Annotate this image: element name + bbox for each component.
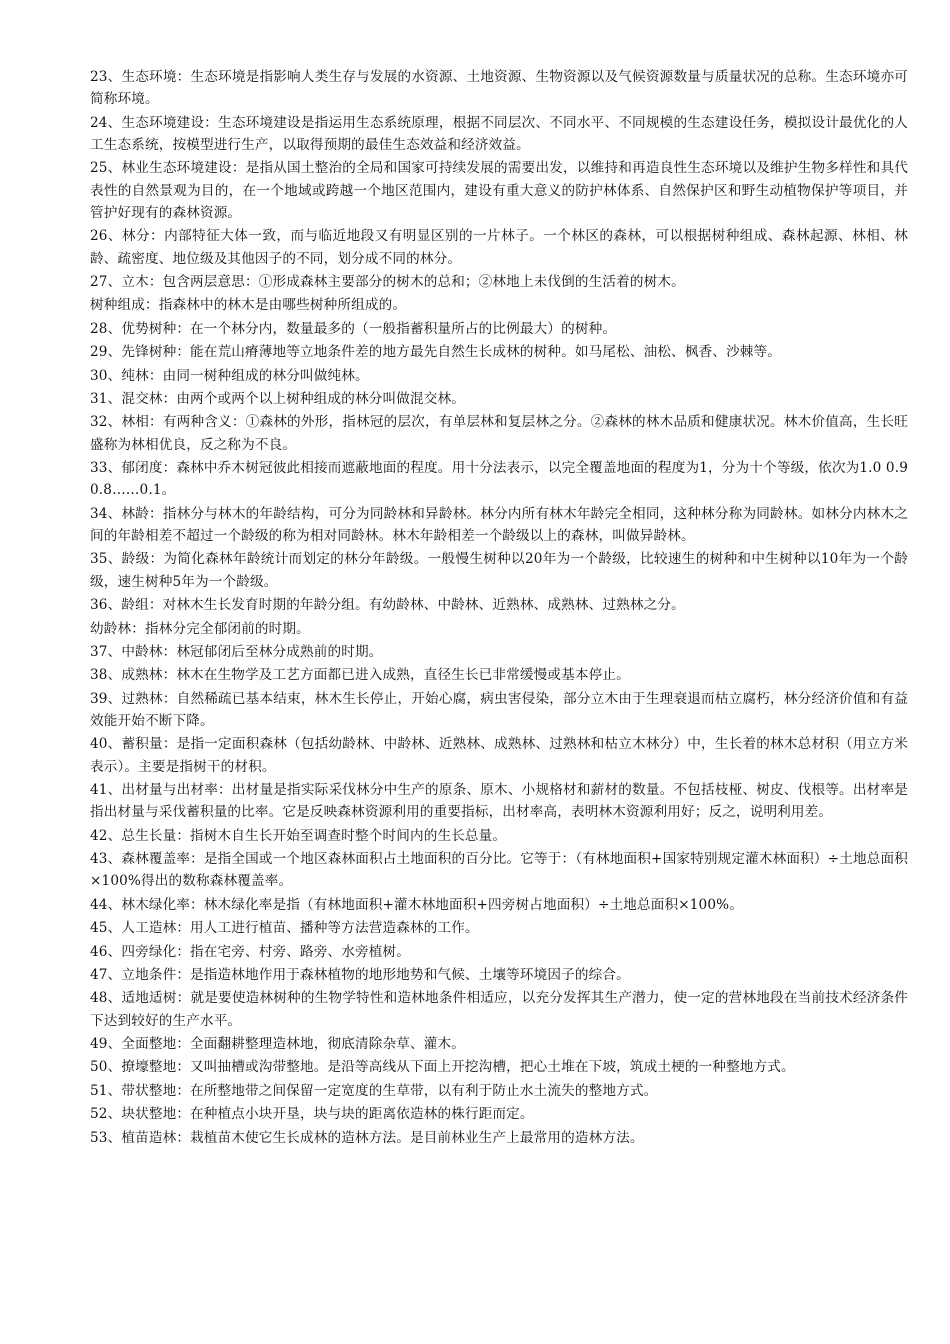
term-entry-38: 38、成熟林：林木在生物学及工艺方面都已进入成熟，直径生长已非常缓慢或基本停止。 [90,667,630,684]
term-entry-42: 42、总生长量：指树木自生长开始至调查时整个时间内的生长总量。 [90,827,507,844]
term-entry-48: 48、适地适树：就是要使造林树种的生物学特性和造林地条件相适应，以充分发挥其生产潜力，使一定的营林地段在当前技术经济条件下达到较好的生产水平。 [90,990,908,1029]
term-entry-49: 49、全面整地：全面翻耕整理造林地，彻底清除杂草、灌木。 [90,1036,465,1053]
term-entry-50: 50、撩壕整地：又叫抽槽或沟带整地。是沿等高线从下面上开挖沟槽，把心土堆在下坡，筑成土梗的一种整地方式。 [90,1059,795,1076]
term-entry-39: 39、过熟林：自然稀疏已基本结束，林木生长停止，开始心腐，病虫害侵染，部分立木由于生理衰退而枯立腐朽，林分经济价值和有益效能开始不断下降。 [90,690,908,729]
term-entry-27: 27、立木：包含两层意思：①形成森林主要部分的树木的总和；②林地上未伐倒的生活着的树木。 [90,274,685,291]
term-entry-35: 35、龄级：为简化森林年龄统计而划定的林分年龄级。一般慢生树种以20年为一个龄级，比较速生的树种和中生树种以10年为一个龄级，速生树种5年为一个龄级。 [90,551,908,590]
term-entry-36: 36、龄组：对林木生长发育时期的年龄分组。有幼龄林、中龄林、近熟林、成熟林、过熟林之分。 [90,597,685,614]
term-entry-52: 52、块状整地：在种植点小块开垦，块与块的距离依造林的株行距而定。 [90,1106,534,1123]
term-entry-31: 31、混交林：由两个或两个以上树种组成的林分叫做混交林。 [90,391,465,407]
term-entry-34: 34、林龄：指林分与林木的年龄结构，可分为同龄林和异龄林。林分内所有林木年龄完全相同，这种林分称为同龄林。如林分内林木之间的年龄相差不超过一个龄级的称为相对同龄林。林木年龄相差一个龄级以上的森林，叫做异龄林。 [90,505,908,545]
term-entry-29: 29、先锋树种：能在荒山瘠薄地等立地条件差的地方最先自然生长成林的树种。如马尾松、油松、枫香、沙棘等。 [90,344,782,361]
term-entry-45: 45、人工造林：用人工进行植苗、播种等方法营造森林的工作。 [90,920,479,937]
term-entry-43: 43、森林覆盖率：是指全国或一个地区森林面积占土地面积的百分比。它等于：（有林地面积+国家特别规定灌木林面积）÷土地总面积×100%得出的数称森林覆盖率。 [90,851,908,890]
term-entry-51: 51、带状整地：在所整地带之间保留一定宽度的生草带，以有利于防止水土流失的整地方式。 [90,1082,658,1099]
term-entry-species-composition: 树种组成：指森林中的林木是由哪些树种所组成的。 [90,297,407,314]
term-entry-26: 26、林分：内部特征大体一致，而与临近地段又有明显区别的一片林子。一个林区的森林，可以根据树种组成、森林起源、林相、林龄、疏密度、地位级及其他因子的不同，划分成不同的林分。 [90,228,908,267]
term-entry-25: 25、林业生态环境建设：是指从国土整治的全局和国家可持续发展的需要出发，以维持和再造良性生态环境以及维护生物多样性和具代表性的自然景观为目的，在一个地域或跨越一个地区范围内，建设有重大意义的防护林体系、自然保护区和野生动植物保护等项目，并管护好现有的森林资源。 [90,160,908,221]
term-entry-37: 37、中龄林：林冠郁闭后至林分成熟前的时期。 [90,643,383,660]
term-entry-46: 46、四旁绿化：指在宅旁、村旁、路旁、水旁植树。 [90,943,410,960]
term-entry-23: 23、生态环境：生态环境是指影响人类生存与发展的水资源、土地资源、生物资源以及气候资源数量与质量状况的总称。生态环境亦可简称环境。 [90,69,908,108]
term-entry-33: 33、郁闭度：森林中乔木树冠彼此相接而遮蔽地面的程度。用十分法表示，以完全覆盖地面的程度为1，分为十个等级，依次为1.0 0.9 0.8……0.1。 [90,460,908,499]
term-entry-32: 32、林相：有两种含义：①森林的外形，指林冠的层次，有单层林和复层林之分。②森林的林木品质和健康状况。林木价值高，生长旺盛称为林相优良，反之称为不良。 [90,414,908,453]
term-entry-young-forest: 幼龄林：指林分完全郁闭前的时期。 [90,620,310,637]
term-entry-44: 44、林木绿化率：林木绿化率是指（有林地面积+灌木林地面积+四旁树占地面积）÷土地总面积×100%。 [90,896,743,913]
term-entry-53: 53、植苗造林：栽植苗木使它生长成林的造林方法。是目前林业生产上最常用的造林方法。 [90,1129,644,1146]
term-entry-47: 47、立地条件：是指造林地作用于森林植物的地形地势和气候、土壤等环境因子的综合。 [90,967,630,984]
term-entry-41: 41、出材量与出材率：出材量是指实际采伐林分中生产的原条、原木、小规格材和薪材的数量。不包括枝桠、树皮、伐根等。出材率是指出材量与采伐蓄积量的比率。它是反映森林资源利用的重要指标，出材率高，表明林木资源利用好；反之，说明利用差。 [90,782,908,821]
term-entry-40: 40、蓄积量：是指一定面积森林（包括幼龄林、中龄林、近熟林、成熟林、过熟林和枯立木林分）中，生长着的林木总材积（用立方米表示）。主要是指树干的材积。 [90,736,908,775]
term-entry-28: 28、优势树种：在一个林分内，数量最多的（一般指蓄积量所占的比例最大）的树种。 [90,320,617,337]
document-body [90,66,908,1150]
term-entry-30: 30、纯林：由同一树种组成的林分叫做纯林。 [90,367,369,384]
term-entry-24: 24、生态环境建设：生态环境建设是指运用生态系统原理，根据不同层次、不同水平、不同规模的生态建设任务，模拟设计最优化的人工生态系统，按模型进行生产，以取得预期的最佳生态效益和经济效益。 [90,114,908,153]
